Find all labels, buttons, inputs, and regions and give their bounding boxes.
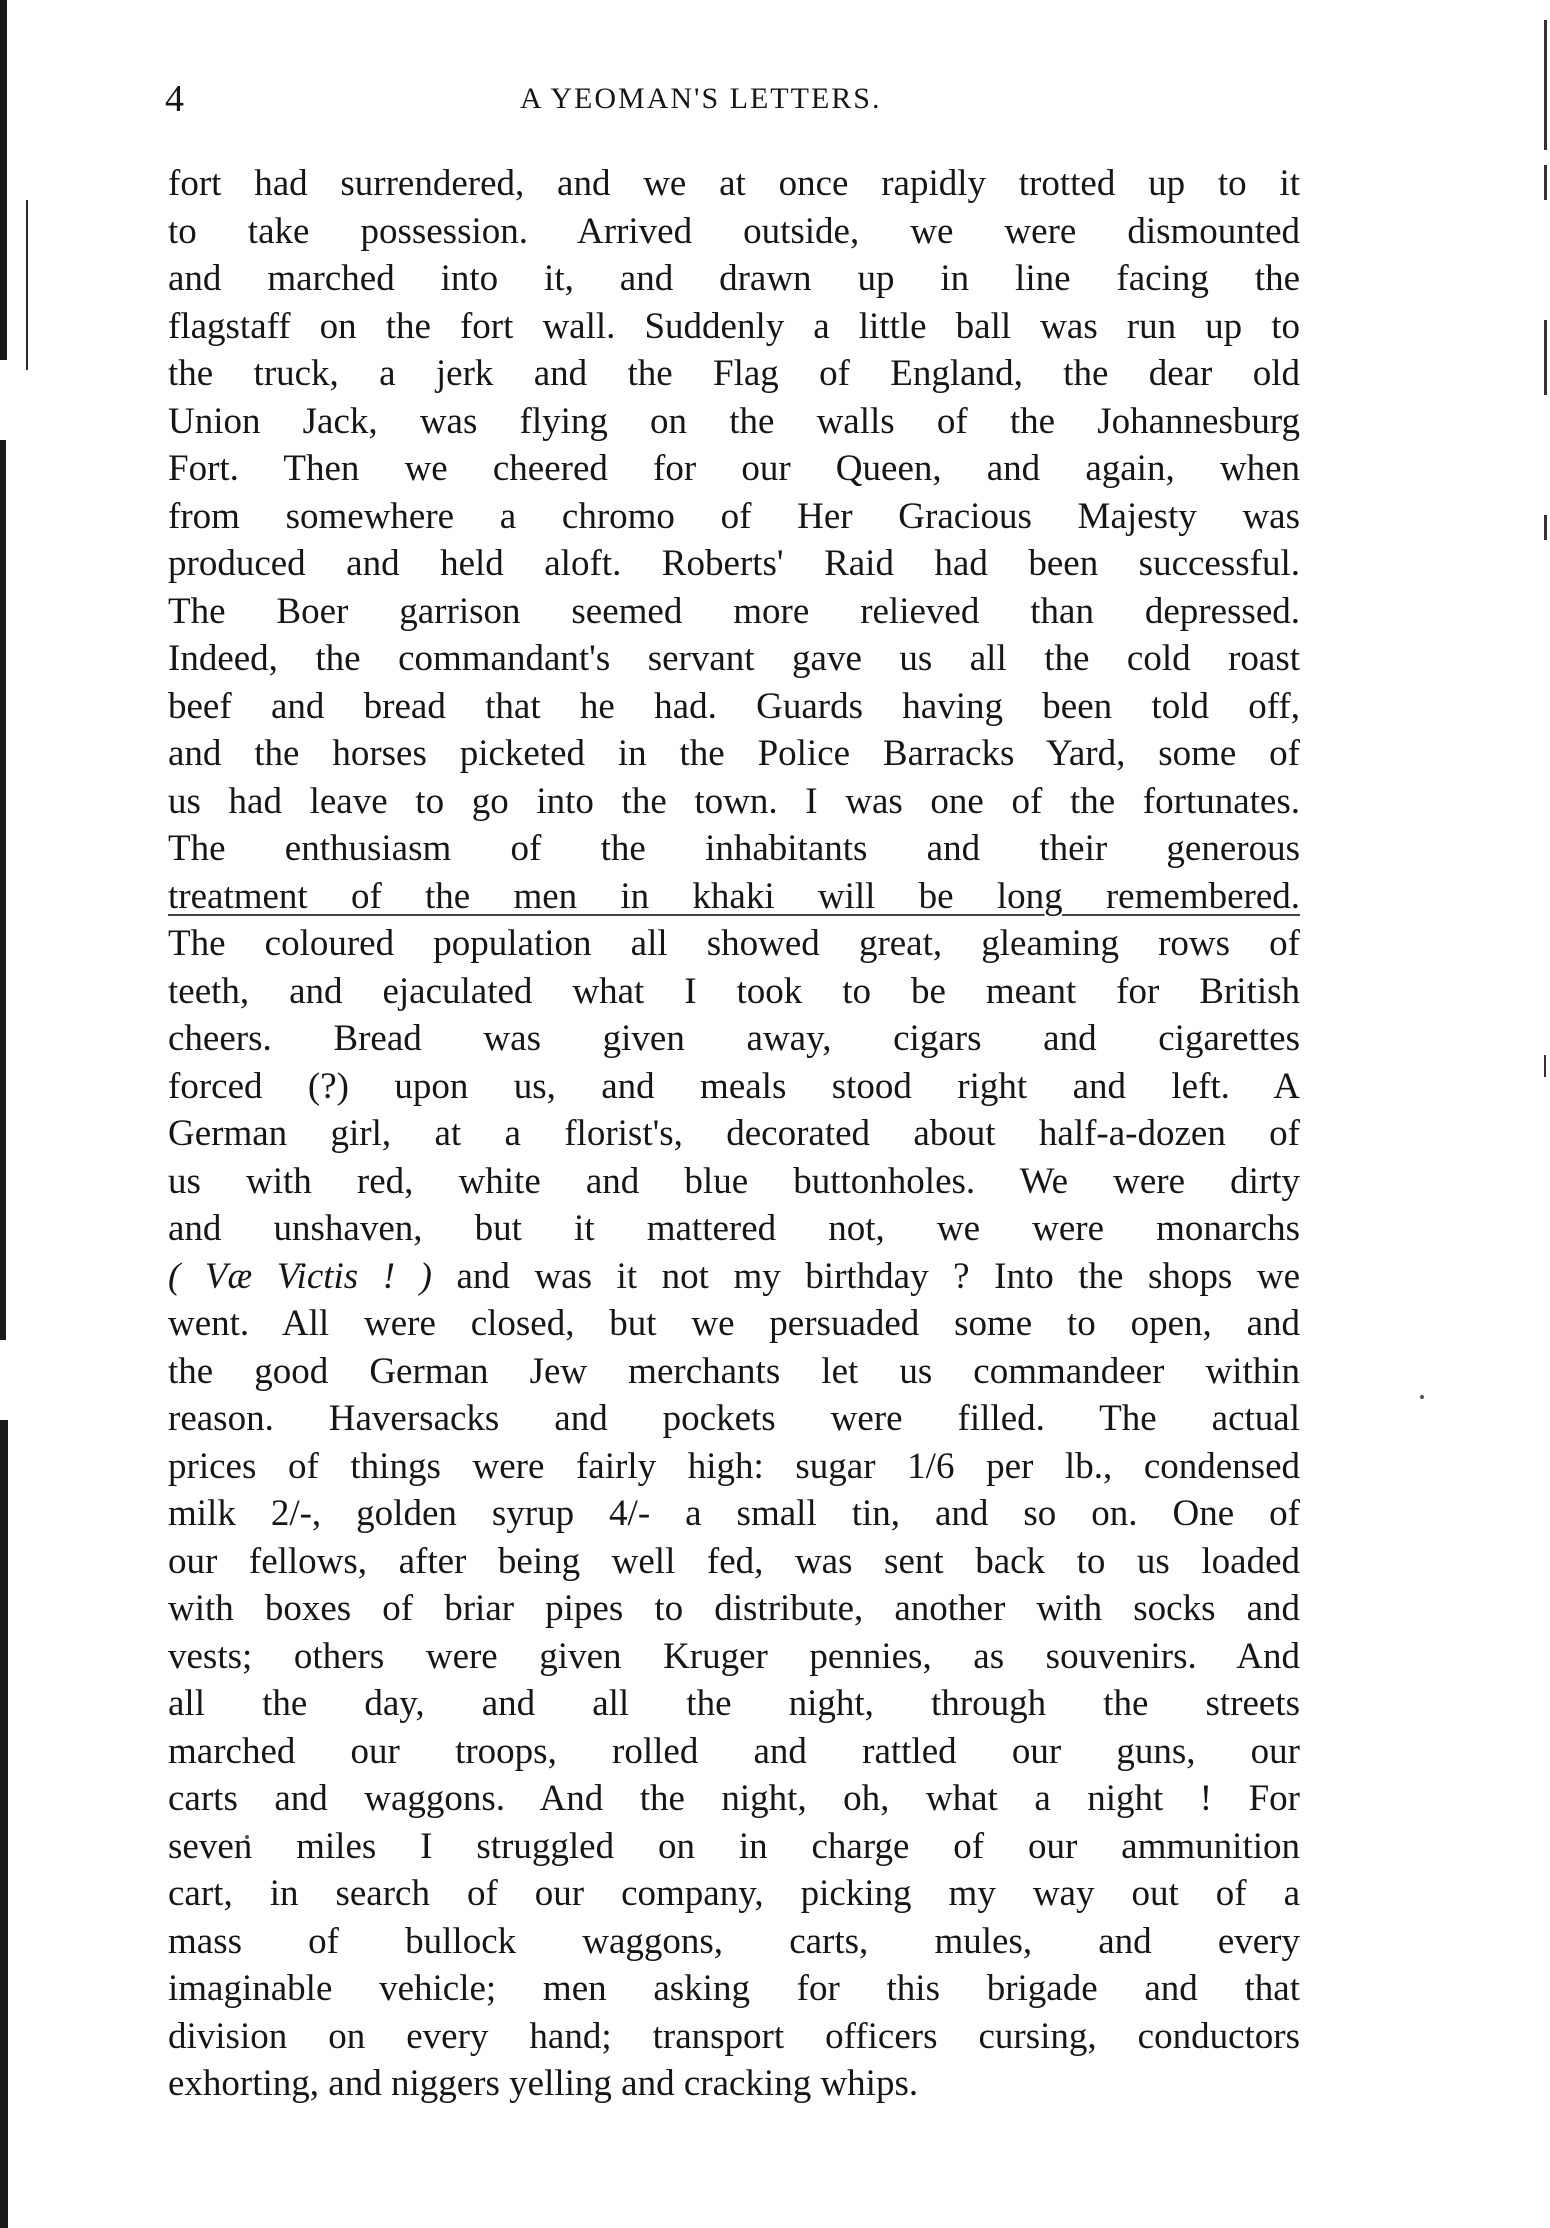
text-line: with boxes of briar pipes to distribute, another with socks and — [168, 1588, 1300, 1629]
body-text — [168, 160, 1300, 2108]
scan-edge-mark — [1544, 515, 1547, 540]
page-number: 4 — [165, 78, 184, 120]
underlined-text-line: treatment of the men in khaki will be long remembered. — [168, 875, 1300, 917]
text-line: cart, in search of our company, picking my way out of a — [168, 1873, 1300, 1914]
text-line: and the horses picketed in the Police Barracks Yard, some of — [168, 733, 1300, 774]
text-line: teeth, and ejaculated what I took to be meant for British — [168, 970, 1300, 1012]
italic-phrase: ( Væ Victis ! ) — [168, 1255, 432, 1297]
text-line: The enthusiasm of the inhabitants and their generous — [168, 828, 1300, 869]
text-line-with-italic — [168, 1253, 1300, 1301]
text-line: produced and held aloft. Roberts' Raid had been successful. — [168, 543, 1300, 584]
scan-speck — [1420, 1395, 1424, 1399]
text-line: Indeed, the commandant's servant gave us all the cold roast — [168, 638, 1300, 679]
scan-edge-mark — [1544, 165, 1547, 200]
text-line-rest: and was it not my birthday ? Into the shops we — [431, 1255, 1300, 1297]
text-line-last: exhorting, and niggers yelling and cracking whips. — [168, 2063, 919, 2104]
text-line: imaginable vehicle; men asking for this brigade and that — [168, 1968, 1300, 2009]
text-line: the good German Jew merchants let us commandeer within — [168, 1350, 1300, 1392]
binding-edge-line — [26, 200, 28, 370]
text-line: division on every hand; transport officers cursing, conductors — [168, 2015, 1300, 2057]
text-line: and marched into it, and drawn up in line facing the — [168, 258, 1300, 299]
text-line: our fellows, after being well fed, was sent back to us loaded — [168, 1540, 1300, 1582]
text-line: German girl, at a florist's, decorated about half-a-dozen of — [168, 1113, 1300, 1154]
text-line: carts and waggons. And the night, oh, what a night ! For — [168, 1778, 1300, 1819]
text-line: forced (?) upon us, and meals stood right and left. A — [168, 1065, 1300, 1107]
text-line: beef and bread that he had. Guards having been told off, — [168, 685, 1300, 727]
text-line: us had leave to go into the town. I was one of the fortunates. — [168, 780, 1300, 822]
running-head — [0, 74, 1550, 124]
text-line: to take possession. Arrived outside, we were dismounted — [168, 210, 1300, 252]
text-line: cheers. Bread was given away, cigars and cigarettes — [168, 1018, 1300, 1059]
text-line: seven miles I struggled on in charge of our ammunition — [168, 1825, 1300, 1867]
text-line: The Boer garrison seemed more relieved than depressed. — [168, 590, 1300, 632]
text-line: fort had surrendered, and we at once rapidly trotted up to it — [168, 163, 1300, 204]
text-line: milk 2/-, golden syrup 4/- a small tin, and so on. One of — [168, 1493, 1300, 1534]
text-line: vests; others were given Kruger pennies, as souvenirs. And — [168, 1635, 1300, 1677]
scan-edge-mark — [1544, 1055, 1546, 1077]
running-title: A YEOMAN'S LETTERS. — [520, 82, 882, 115]
scan-edge-mark — [1544, 320, 1547, 395]
text-line: marched our troops, rolled and rattled our guns, our — [168, 1730, 1300, 1772]
text-line: all the day, and all the night, through the streets — [168, 1683, 1300, 1724]
text-line: the truck, a jerk and the Flag of England, the dear old — [168, 353, 1300, 394]
text-line: Union Jack, was flying on the walls of the Johannesburg — [168, 400, 1300, 442]
text-line: flagstaff on the fort wall. Suddenly a little ball was run up to — [168, 305, 1300, 347]
binding-edge — [0, 440, 6, 1340]
text-line: us with red, white and blue buttonholes. We were dirty — [168, 1160, 1300, 1202]
text-line: went. All were closed, but we persuaded some to open, and — [168, 1303, 1300, 1344]
text-line: prices of things were fairly high: sugar 1/6 per lb., condensed — [168, 1445, 1300, 1487]
text-line: Fort. Then we cheered for our Queen, and again, when — [168, 448, 1300, 489]
text-line: and unshaven, but it mattered not, we were monarchs — [168, 1208, 1300, 1249]
text-line: reason. Haversacks and pockets were filled. The actual — [168, 1398, 1300, 1439]
text-line: from somewhere a chromo of Her Gracious Majesty was — [168, 495, 1300, 537]
binding-edge — [0, 0, 7, 360]
binding-edge — [0, 1420, 8, 2228]
text-line: mass of bullock waggons, carts, mules, and every — [168, 1920, 1300, 1962]
text-line: The coloured population all showed great, gleaming rows of — [168, 923, 1300, 964]
